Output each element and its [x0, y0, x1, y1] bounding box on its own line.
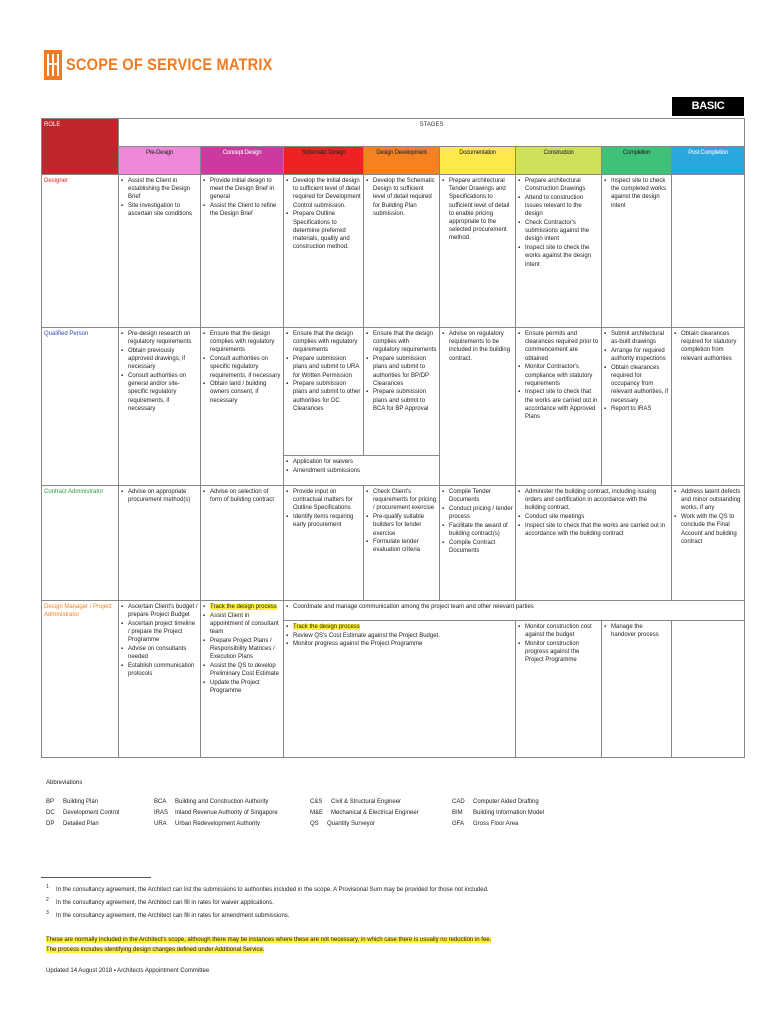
table-row — [42, 486, 745, 601]
list-item: ▪ Attend to construction issues relevant to the design — [518, 194, 599, 219]
list-item: ▪ Advise on regulatory requirements to be included in the building contract. — [442, 330, 513, 363]
list-item: ▪ Consult authorities on general and/or site-specific regulatory requirements, if necessary — [121, 372, 198, 413]
cell — [201, 175, 284, 328]
stage-schematic-design: Schematic Design — [284, 147, 364, 175]
list-item: ▪ Compile Tender Documents — [442, 488, 513, 504]
list-item: ▪ Coordinate and manage communication among the project team and other relevant parties — [286, 603, 742, 611]
footnote-3: $^3$ In the consultancy agreement, the Architect can fill in rates for amendment submissions. — [46, 910, 290, 919]
list-item: ▪ Advise on appropriate procurement method(s) — [121, 488, 198, 504]
list-item: ▪ Monitor progress against the Project Programme — [286, 640, 513, 648]
cell — [119, 175, 201, 328]
list-item: ▪ Administer the building contract, including issuing orders and certification in accordance with the building contract. — [518, 488, 669, 513]
cell — [119, 328, 201, 486]
cell — [284, 601, 745, 621]
abbreviation-row: URA Urban Redevelopment Authority — [154, 821, 261, 827]
list-item: ▪ Ascertain project timeline / prepare the Project Programme — [121, 620, 198, 645]
list-item: ▪ Prepare submission plans and submit to BCA for BP Approval — [366, 388, 437, 413]
list-item: ▪ Monitor construction progress against the Project Programme — [518, 640, 599, 665]
list-item: ▪ Prepare submission plans and submit to other authorities for DC Clearances — [286, 380, 361, 413]
cell — [201, 328, 284, 486]
list-item: ▪ Report to IRAS — [604, 405, 669, 413]
cell — [602, 621, 672, 758]
abbreviation-row: CAD Computer Aided Drafting — [452, 799, 539, 805]
list-item: ▪ Compile Contract Documents — [442, 539, 513, 555]
abbreviation-row: GFA Gross Floor Area — [452, 821, 519, 827]
cell — [672, 175, 745, 328]
list-item: ▪ Assist the QS to develop Preliminary Cost Estimate — [203, 662, 281, 678]
list-item: ▪ Advise on consultants needed — [121, 645, 198, 661]
abbreviations-col-1 — [46, 797, 119, 830]
role-contract-administrator: Contract Administrator — [42, 486, 119, 601]
footnote-2: $^2$ In the consultancy agreement, the Architect can fill in rates for waiver applications. — [46, 897, 274, 906]
list-item: ▪ Inspect site to check the completed works against the design intent — [604, 177, 669, 210]
abbreviation-row: IRAS Inland Revenue Authority of Singapore — [154, 810, 278, 816]
cell — [516, 621, 602, 758]
list-item: ▪ Ensure that the design complies with regulatory requirements — [366, 330, 437, 355]
list-item: ▪ Site investigation to ascertain site conditions — [121, 202, 198, 218]
list-item: ▪ Provide initial design to meet the Design Brief in general — [203, 177, 281, 202]
list-item: ▪ Obtain clearances required for statutory completion from relevant authorities — [674, 330, 742, 363]
abbreviations-col-4 — [452, 797, 544, 830]
list-item: ▪ Facilitate the award of building contract(s) — [442, 522, 513, 538]
list-item: ▪ Prepare Project Plans / Responsibility Matrices / Execution Plans — [203, 637, 281, 662]
list-item: ▪ Update the Project Programme — [203, 679, 281, 695]
list-item: ▪ Inspect site to check the works against the design intent — [518, 244, 599, 269]
list-item: ▪ Prepare Outline Specifications to determine preferred materials, quality and construction method. — [286, 210, 361, 251]
abbreviations-col-3 — [310, 797, 419, 830]
table-row — [42, 328, 745, 456]
cell — [602, 328, 672, 486]
list-item: ▪ Ensure that the design complies with regulatory requirements — [203, 330, 281, 355]
list-item: ▪ Monitor construction cost against the budget — [518, 623, 599, 639]
list-item: ▪ Ensure permits and clearances required prior to commencement are obtained — [518, 330, 599, 363]
list-item: ▪ Inspect site to check that the works are carried out in accordance with Approved Plans — [518, 388, 599, 421]
table-row — [42, 601, 745, 621]
cell — [284, 486, 364, 601]
list-item: ▪ Develop the Schematic Design to sufficient level of detail required for Building Plan submission. — [366, 177, 437, 218]
list-item: ▪ Advise on selection of form of building contract — [203, 488, 281, 504]
abbreviation-row: BIM Building Information Model — [452, 810, 545, 816]
list-item: ▪ Identify items requiring early procurement — [286, 513, 361, 529]
list-item: ▪ Assist Client in appointment of consultant team — [203, 612, 281, 637]
cell — [284, 621, 516, 758]
sia-logo-icon — [44, 50, 62, 80]
cell — [119, 601, 201, 758]
basic-service-label: BASIC SERVICE — [672, 97, 744, 116]
list-item: ▪ Assist the Client in establishing the Design Brief — [121, 177, 198, 202]
cell — [602, 175, 672, 328]
cell — [364, 486, 440, 601]
list-item: ▪ Submit architectural as-built drawings — [604, 330, 669, 346]
role-designer: Designer — [42, 175, 119, 328]
list-item: ▪ Review QS's Cost Estimate against the Project Budget. — [286, 632, 513, 640]
list-item: ▪ Formulate tender evaluation criteria — [366, 538, 437, 554]
abbreviation-row: C&S Civil & Structural Engineer — [310, 799, 402, 805]
stages-header: STAGES — [119, 119, 745, 147]
role-header: ROLE — [42, 119, 119, 175]
abbreviation-row: DP Detailed Plan — [46, 821, 99, 827]
role-qualified-person: Qualified Person — [42, 328, 119, 486]
list-item: ▪ Amendment submissions — [286, 467, 437, 475]
list-item: ▪ Establish communication protocols — [121, 662, 198, 678]
list-item: ▪ Prepare submission plans and submit to authorities for BP/DP Clearances — [366, 355, 437, 388]
scope-matrix-table — [41, 118, 745, 758]
table-row — [42, 175, 745, 328]
cell — [440, 328, 516, 486]
cell — [672, 486, 745, 601]
abbreviations-col-2 — [154, 797, 278, 830]
stage-design-development: Design Development — [364, 147, 440, 175]
list-item: ▪ Track the design process — [203, 603, 281, 611]
stage-documentation: Documentation — [440, 147, 516, 175]
abbreviation-row: BP Building Plan — [46, 799, 99, 805]
footnote-1: $^1$ In the consultancy agreement, the Architect can list the submissions to authorities included in the scope. A Provisional Sum may be provided for those not included. — [46, 884, 489, 893]
highlight-note — [46, 935, 491, 955]
list-item: ▪ Inspect site to check that the works are carried out in accordance with the building contract — [518, 522, 669, 538]
list-item: ▪ Conduct site meetings — [518, 513, 669, 521]
list-item: ▪ Develop the initial design to sufficient level of detail required for Development Control submission. — [286, 177, 361, 210]
stage-concept-design: Concept Design — [201, 147, 284, 175]
abbreviations-title: Abbreviations — [46, 780, 83, 786]
note-line-2: The process includes identifying design changes defined under Additional Service. — [46, 947, 265, 953]
stage-pre-design: Pre-Design — [119, 147, 201, 175]
footnote-divider — [41, 877, 151, 878]
list-item: ▪ Application for waivers — [286, 458, 437, 466]
list-item: ▪ Consult authorities on specific regulatory requirements, if necessary — [203, 355, 281, 380]
stage-completion: Completion — [602, 147, 672, 175]
list-item: ▪ Conduct pricing / tender process — [442, 505, 513, 521]
stage-post-completion: Post Completion — [672, 147, 745, 175]
list-item: ▪ Check Client's requirements for pricing / procurement exercise — [366, 488, 437, 513]
list-item: ▪ Prepare submission plans and submit to URA for Written Permission — [286, 355, 361, 380]
list-item: ▪ Pre-qualify suitable builders for tender exercise — [366, 513, 437, 538]
role-design-manager: Design Manager / Project Administrator — [42, 601, 119, 758]
list-item: ▪ Prepare architectural Tender Drawings and Specifications to sufficient level of detail to enable pricing appropriate to the selected procurement method. — [442, 177, 513, 243]
stage-construction: Construction — [516, 147, 602, 175]
list-item: ▪ Provide input on contractual matters for Outline Specifications — [286, 488, 361, 513]
cell — [440, 486, 516, 601]
cell — [284, 328, 364, 456]
page-title: SCOPE OF SERVICE MATRIX — [66, 55, 273, 74]
list-item: ▪ Monitor Contractor's compliance with statutory requirements — [518, 363, 599, 388]
updated-line: Updated 14 August 2018 ▪ Architects Appointment Committee — [46, 968, 210, 974]
cell — [516, 328, 602, 486]
abbreviation-row: M&E Mechanical & Electrical Engineer — [310, 810, 419, 816]
cell — [284, 175, 364, 328]
list-item: ▪ Ascertain Client's budget / prepare Project Budget — [121, 603, 198, 619]
list-item: ▪ Check Contractor's submissions against the design intent — [518, 219, 599, 244]
abbreviation-row: BCA Building and Construction Authority — [154, 799, 269, 805]
cell — [364, 328, 440, 456]
list-item: ▪ Arrange for required authority inspections — [604, 347, 669, 363]
list-item: ▪ Work with the QS to conclude the Final Account and building contract — [674, 513, 742, 546]
cell — [119, 486, 201, 601]
list-item: ▪ Assist the Client to refine the Design Brief — [203, 202, 281, 218]
cell — [516, 175, 602, 328]
list-item: ▪ Obtain clearances required for occupancy from relevant authorities, if necessary — [604, 364, 669, 405]
list-item: ▪ Address latent defects and minor outstanding works, if any — [674, 488, 742, 513]
list-item: ▪ Manage the handover process — [604, 623, 669, 639]
abbreviation-row: QS Quantity Surveyor — [310, 821, 376, 827]
list-item: ▪ Obtain land / building owners consent, if necessary — [203, 380, 281, 405]
list-item: ▪ Prepare architectural Construction Drawings — [518, 177, 599, 193]
list-item: ▪ Pre-design research on regulatory requirements — [121, 330, 198, 346]
cell — [364, 175, 440, 328]
cell — [201, 601, 284, 758]
cell — [201, 486, 284, 601]
list-item: ▪ Track the design process — [286, 623, 513, 631]
cell — [516, 486, 672, 601]
cell — [672, 621, 745, 758]
list-item: ▪ Ensure that the design complies with regulatory requirements — [286, 330, 361, 355]
cell — [440, 175, 516, 328]
abbreviation-row: DC Development Control — [46, 810, 120, 816]
cell — [284, 456, 440, 486]
cell — [672, 328, 745, 486]
note-line-1: These are normally included in the Architect's scope, although there may be instances where these are not necessary, in which case there is usually no reduction in fee. — [46, 937, 492, 943]
list-item: ▪ Obtain previously approved drawings, if necessary — [121, 347, 198, 372]
